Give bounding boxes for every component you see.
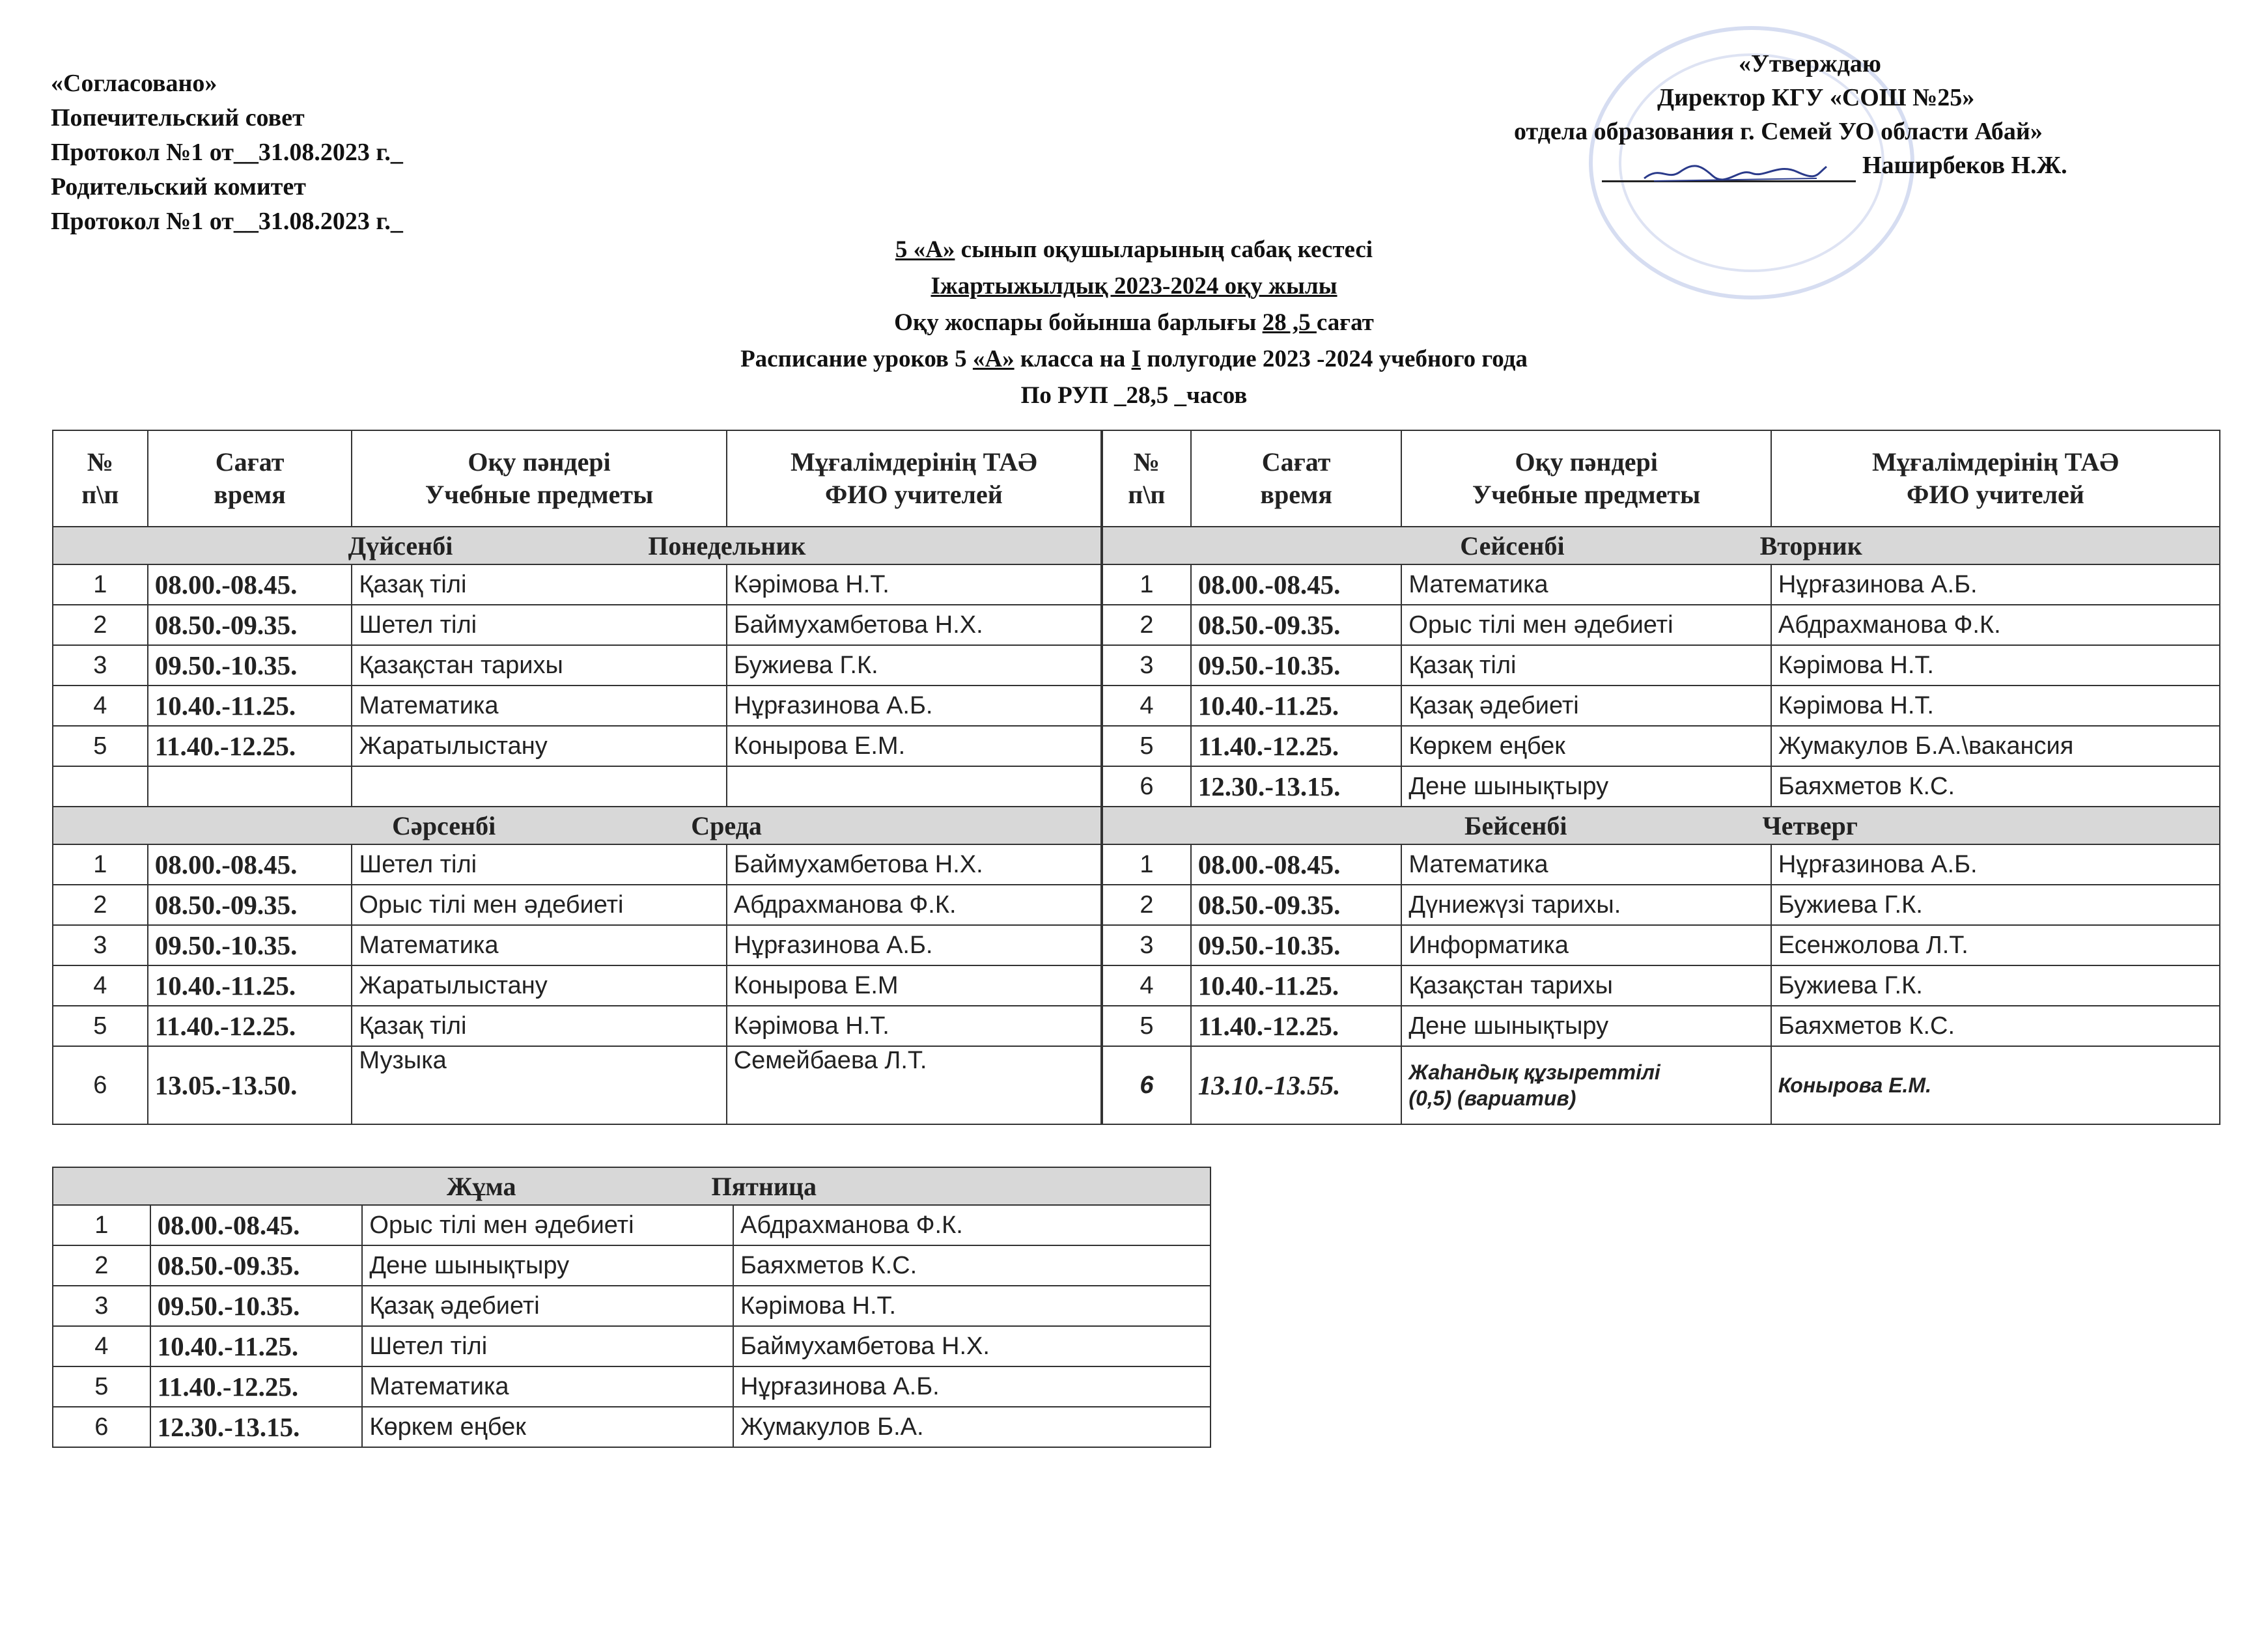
- trustee-council: Попечительский совет: [51, 104, 305, 132]
- lesson-number: 4: [53, 1326, 150, 1366]
- title-total-hours: 28 ,5: [1262, 309, 1317, 336]
- lesson-subject: Орыс тілі мен әдебиеті: [1401, 605, 1771, 645]
- table-header-row: [53, 430, 1101, 527]
- lesson-teacher: Нұрғазинова А.Б.: [1771, 844, 2220, 885]
- lesson-teacher: Баяхметов К.С.: [1771, 766, 2220, 807]
- lesson-time: 08.50.-09.35.: [148, 605, 352, 645]
- subject-line-2: (0,5) (вариатив): [1408, 1087, 1576, 1110]
- lesson-time: 10.40.-11.25.: [1191, 686, 1402, 726]
- lesson-number: 3: [53, 645, 148, 686]
- title-ru-half: І: [1131, 346, 1141, 372]
- lesson-row: [53, 1286, 1211, 1326]
- lesson-number: 5: [53, 726, 148, 766]
- lesson-teacher: Нұрғазинова А.Б.: [727, 925, 1101, 965]
- lesson-subject: Қазақ әдебиеті: [1401, 686, 1771, 726]
- lesson-subject: Информатика: [1401, 925, 1771, 965]
- lesson-time: 13.05.-13.50.: [148, 1046, 352, 1124]
- lesson-teacher: Баймухамбетова Н.Х.: [727, 605, 1101, 645]
- lesson-number: 1: [53, 1205, 150, 1245]
- lesson-subject: Қазақ тілі: [352, 564, 726, 605]
- schedule-table-fri: [52, 1167, 1211, 1448]
- lesson-number: 5: [1102, 1006, 1191, 1046]
- signature-line: [1602, 158, 1856, 182]
- lesson-teacher: Есенжолова Л.Т.: [1771, 925, 2220, 965]
- lesson-time: 08.50.-09.35.: [150, 1245, 363, 1286]
- lesson-number: 4: [53, 686, 148, 726]
- lesson-time: 09.50.-10.35.: [148, 645, 352, 686]
- lesson-teacher: Баяхметов К.С.: [1771, 1006, 2220, 1046]
- lesson-subject: Орыс тілі мен әдебиеті: [362, 1205, 733, 1245]
- lesson-teacher: Баймухамбетова Н.Х.: [727, 844, 1101, 885]
- lesson-teacher: Кәрімова Н.Т.: [727, 1006, 1101, 1046]
- lesson-time: 08.50.-09.35.: [148, 885, 352, 925]
- lesson-subject: Математика: [352, 925, 726, 965]
- lesson-time: 08.00.-08.45.: [1191, 564, 1402, 605]
- lesson-time: 09.50.-10.35.: [1191, 645, 1402, 686]
- approval-left-block: [51, 66, 403, 239]
- lesson-subject: Шетел тілі: [362, 1326, 733, 1366]
- title-year-kz: жартыжылдық 2023-2024 оқу жылы: [940, 273, 1337, 299]
- department-line: отдела образования г. Семей УО области Абай»: [1514, 118, 2043, 145]
- lesson-row: [53, 965, 1101, 1006]
- lesson-row: [1102, 766, 2220, 807]
- lesson-subject: Музыка: [352, 1046, 726, 1124]
- lesson-row: [1102, 885, 2220, 925]
- lesson-row: [1102, 844, 2220, 885]
- col-num: № п\п: [53, 430, 148, 527]
- lesson-number: 1: [53, 564, 148, 605]
- lesson-teacher: Жумакулов Б.А.: [733, 1407, 1211, 1447]
- title-line-1: [0, 232, 2268, 268]
- col-teacher: Мұғалімдерінің ТАӘ ФИО учителей: [727, 430, 1101, 527]
- director-title: Директор КГУ «СОШ №25»: [1657, 84, 1975, 111]
- lesson-time: 11.40.-12.25.: [148, 1006, 352, 1046]
- title-line-2: [0, 268, 2268, 305]
- lesson-teacher: Баяхметов К.С.: [733, 1245, 1211, 1286]
- lesson-teacher: Конырова Е.М.: [727, 726, 1101, 766]
- lesson-row: [53, 564, 1101, 605]
- lesson-time: 10.40.-11.25.: [1191, 965, 1402, 1006]
- lesson-row: [1102, 564, 2220, 605]
- lesson-row: [1102, 686, 2220, 726]
- lesson-time: 08.50.-09.35.: [1191, 605, 1402, 645]
- col-num: № п\п: [1102, 430, 1191, 527]
- protocol-1: Протокол №1 от__31.08.2023 г._: [51, 139, 403, 166]
- lesson-number: 1: [1102, 564, 1191, 605]
- lesson-row: [1102, 726, 2220, 766]
- lesson-subject: Математика: [1401, 564, 1771, 605]
- lesson-time: 12.30.-13.15.: [1191, 766, 1402, 807]
- lesson-row: [53, 1326, 1211, 1366]
- lesson-teacher: Абдрахманова Ф.К.: [733, 1205, 1211, 1245]
- lesson-number: 1: [1102, 844, 1191, 885]
- lesson-time: 12.30.-13.15.: [150, 1407, 363, 1447]
- lesson-row: [53, 686, 1101, 726]
- lesson-teacher: Конырова Е.М: [727, 965, 1101, 1006]
- lesson-subject: Орыс тілі мен әдебиеті: [352, 885, 726, 925]
- lesson-time: 11.40.-12.25.: [150, 1366, 363, 1407]
- lesson-row: [53, 1205, 1211, 1245]
- lesson-subject: Математика: [352, 686, 726, 726]
- lesson-row: [1102, 925, 2220, 965]
- lesson-row: [53, 1006, 1101, 1046]
- lesson-time: 08.00.-08.45.: [148, 564, 352, 605]
- lesson-subject: Дене шынықтыру: [1401, 766, 1771, 807]
- col-time: Сағат время: [1191, 430, 1402, 527]
- col-teacher: Мұғалімдерінің ТАӘ ФИО учителей: [1771, 430, 2220, 527]
- lesson-number: 5: [1102, 726, 1191, 766]
- approval-right-block: [1498, 47, 2214, 182]
- lesson-time: 08.50.-09.35.: [1191, 885, 1402, 925]
- schedule-table-tue-thu: [1102, 430, 2220, 1125]
- lesson-teacher: Бужиева Г.К.: [1771, 965, 2220, 1006]
- lesson-row: [1102, 965, 2220, 1006]
- day-header-wednesday: Сәрсенбі Среда: [53, 807, 1101, 844]
- handwritten-signature: [1641, 159, 1830, 185]
- lesson-row: [53, 1407, 1211, 1447]
- subject-line-1: Жаһандық құзыреттілі: [1408, 1060, 1660, 1084]
- empty-row: [53, 766, 1101, 807]
- lesson-teacher: Семейбаева Л.Т.: [727, 1046, 1101, 1124]
- day-header-thursday: Бейсенбі Четверг: [1102, 807, 2220, 844]
- lesson-teacher: Кәрімова Н.Т.: [733, 1286, 1211, 1326]
- lesson-subject: Математика: [1401, 844, 1771, 885]
- title-line-3: [0, 305, 2268, 341]
- lesson-subject: Жаратылыстану: [352, 965, 726, 1006]
- table-header-row: [1102, 430, 2220, 527]
- lesson-time: 11.40.-12.25.: [1191, 726, 1402, 766]
- lesson-number: 6: [53, 1046, 148, 1124]
- signature-row: [1498, 148, 2214, 182]
- title-hours-unit: сағат: [1316, 309, 1374, 336]
- lesson-number: 2: [1102, 885, 1191, 925]
- lesson-time: 09.50.-10.35.: [148, 925, 352, 965]
- lesson-row: [53, 1245, 1211, 1286]
- lesson-teacher: Бужиева Г.К.: [727, 645, 1101, 686]
- lesson-teacher: Нұрғазинова А.Б.: [733, 1366, 1211, 1407]
- lesson-row: [53, 925, 1101, 965]
- lesson-number: 3: [1102, 645, 1191, 686]
- lesson-subject: Қазақстан тарихы: [1401, 965, 1771, 1006]
- day-header-friday: Жұма Пятница: [53, 1167, 1211, 1205]
- title-ru-class: «А»: [972, 346, 1015, 372]
- lesson-teacher: Нұрғазинова А.Б.: [1771, 564, 2220, 605]
- lesson-teacher: Нұрғазинова А.Б.: [727, 686, 1101, 726]
- lesson-number: 3: [53, 1286, 150, 1326]
- lesson-number: 1: [53, 844, 148, 885]
- lesson-time: 13.10.-13.55.: [1191, 1046, 1402, 1124]
- lesson-subject: Дене шынықтыру: [1401, 1006, 1771, 1046]
- title-line-5: По РУП _28,5 _часов: [1020, 382, 1248, 409]
- lesson-row: [53, 605, 1101, 645]
- col-subject: Оқу пәндері Учебные предметы: [1401, 430, 1771, 527]
- lesson-number: 3: [1102, 925, 1191, 965]
- lesson-time: 10.40.-11.25.: [148, 965, 352, 1006]
- lesson-row: [53, 1366, 1211, 1407]
- lesson-time: 11.40.-12.25.: [148, 726, 352, 766]
- lesson-row: [53, 645, 1101, 686]
- lesson-number: 6: [1102, 1046, 1191, 1124]
- lesson-number: 3: [53, 925, 148, 965]
- lesson-row: [1102, 1046, 2220, 1124]
- lesson-number: 4: [1102, 686, 1191, 726]
- lesson-row: [1102, 1006, 2220, 1046]
- lesson-row: [1102, 605, 2220, 645]
- lesson-number: 6: [1102, 766, 1191, 807]
- agreed-label: «Согласовано»: [51, 70, 217, 97]
- lesson-row: [1102, 645, 2220, 686]
- title-total-label: Оқу жоспары бойынша барлығы: [894, 309, 1263, 336]
- lesson-subject: Шетел тілі: [352, 605, 726, 645]
- lesson-teacher: Абдрахманова Ф.К.: [1771, 605, 2220, 645]
- parent-committee: Родительский комитет: [51, 173, 306, 201]
- lesson-teacher: Баймухамбетова Н.Х.: [733, 1326, 1211, 1366]
- lesson-teacher: Конырова Е.М.: [1771, 1046, 2220, 1124]
- day-header-monday: Дүйсенбі Понедельник: [53, 527, 1101, 564]
- lesson-number: 5: [53, 1006, 148, 1046]
- director-name: Наширбеков Н.Ж.: [1862, 152, 2067, 179]
- lesson-subject: Көркем еңбек: [1401, 726, 1771, 766]
- lesson-row: [53, 726, 1101, 766]
- lesson-time: 08.00.-08.45.: [1191, 844, 1402, 885]
- lesson-number: 2: [53, 605, 148, 645]
- lesson-subject: Қазақ әдебиеті: [362, 1286, 733, 1326]
- lesson-subject: Көркем еңбек: [362, 1407, 733, 1447]
- lesson-row: [53, 844, 1101, 885]
- lesson-time: 08.00.-08.45.: [148, 844, 352, 885]
- lesson-teacher: Кәрімова Н.Т.: [1771, 645, 2220, 686]
- title-ru-e: полугодие 2023 -2024 учебного года: [1140, 346, 1528, 372]
- document-title: [0, 232, 2268, 414]
- lesson-teacher: Кәрімова Н.Т.: [727, 564, 1101, 605]
- schedule-table-mon-wed: [52, 430, 1102, 1125]
- lesson-subject: Дене шынықтыру: [362, 1245, 733, 1286]
- col-subject: Оқу пәндері Учебные предметы: [352, 430, 726, 527]
- lesson-number: 2: [1102, 605, 1191, 645]
- lesson-teacher: Кәрімова Н.Т.: [1771, 686, 2220, 726]
- lesson-teacher: Абдрахманова Ф.К.: [727, 885, 1101, 925]
- lesson-time: 08.00.-08.45.: [150, 1205, 363, 1245]
- lesson-number: 4: [53, 965, 148, 1006]
- lesson-time: 11.40.-12.25.: [1191, 1006, 1402, 1046]
- lesson-number: 6: [53, 1407, 150, 1447]
- lesson-subject: Қазақ тілі: [1401, 645, 1771, 686]
- title-kz-text: сынып оқушыларының сабақ кестесі: [955, 236, 1373, 263]
- protocol-2: Протокол №1 от__31.08.2023 г._: [51, 208, 403, 235]
- lesson-teacher: Бужиева Г.К.: [1771, 885, 2220, 925]
- lesson-time: 09.50.-10.35.: [150, 1286, 363, 1326]
- title-line-4: [0, 341, 2268, 378]
- day-header-tuesday: Сейсенбі Вторник: [1102, 527, 2220, 564]
- lesson-subject: Дүниежүзі тарихы.: [1401, 885, 1771, 925]
- title-class-kz: 5 «А»: [895, 236, 955, 263]
- lesson-number: 4: [1102, 965, 1191, 1006]
- lesson-time: 09.50.-10.35.: [1191, 925, 1402, 965]
- lesson-subject: [1401, 1046, 1771, 1124]
- lesson-subject: Жаратылыстану: [352, 726, 726, 766]
- lesson-subject: Шетел тілі: [352, 844, 726, 885]
- title-ru-a: Расписание уроков 5: [740, 346, 973, 372]
- lesson-number: 5: [53, 1366, 150, 1407]
- approve-label: «Утверждаю: [1739, 50, 1881, 77]
- lesson-number: 2: [53, 885, 148, 925]
- lesson-subject: Қазақ тілі: [352, 1006, 726, 1046]
- title-half-kz: І: [931, 273, 940, 299]
- lesson-subject: Қазақстан тарихы: [352, 645, 726, 686]
- lesson-teacher: Жумакулов Б.А.\вакансия: [1771, 726, 2220, 766]
- lesson-number: 2: [53, 1245, 150, 1286]
- title-ru-c: класса на: [1014, 346, 1132, 372]
- col-time: Сағат время: [148, 430, 352, 527]
- lesson-row: [53, 1046, 1101, 1124]
- lesson-subject: Математика: [362, 1366, 733, 1407]
- lesson-time: 10.40.-11.25.: [150, 1326, 363, 1366]
- lesson-row: [53, 885, 1101, 925]
- lesson-time: 10.40.-11.25.: [148, 686, 352, 726]
